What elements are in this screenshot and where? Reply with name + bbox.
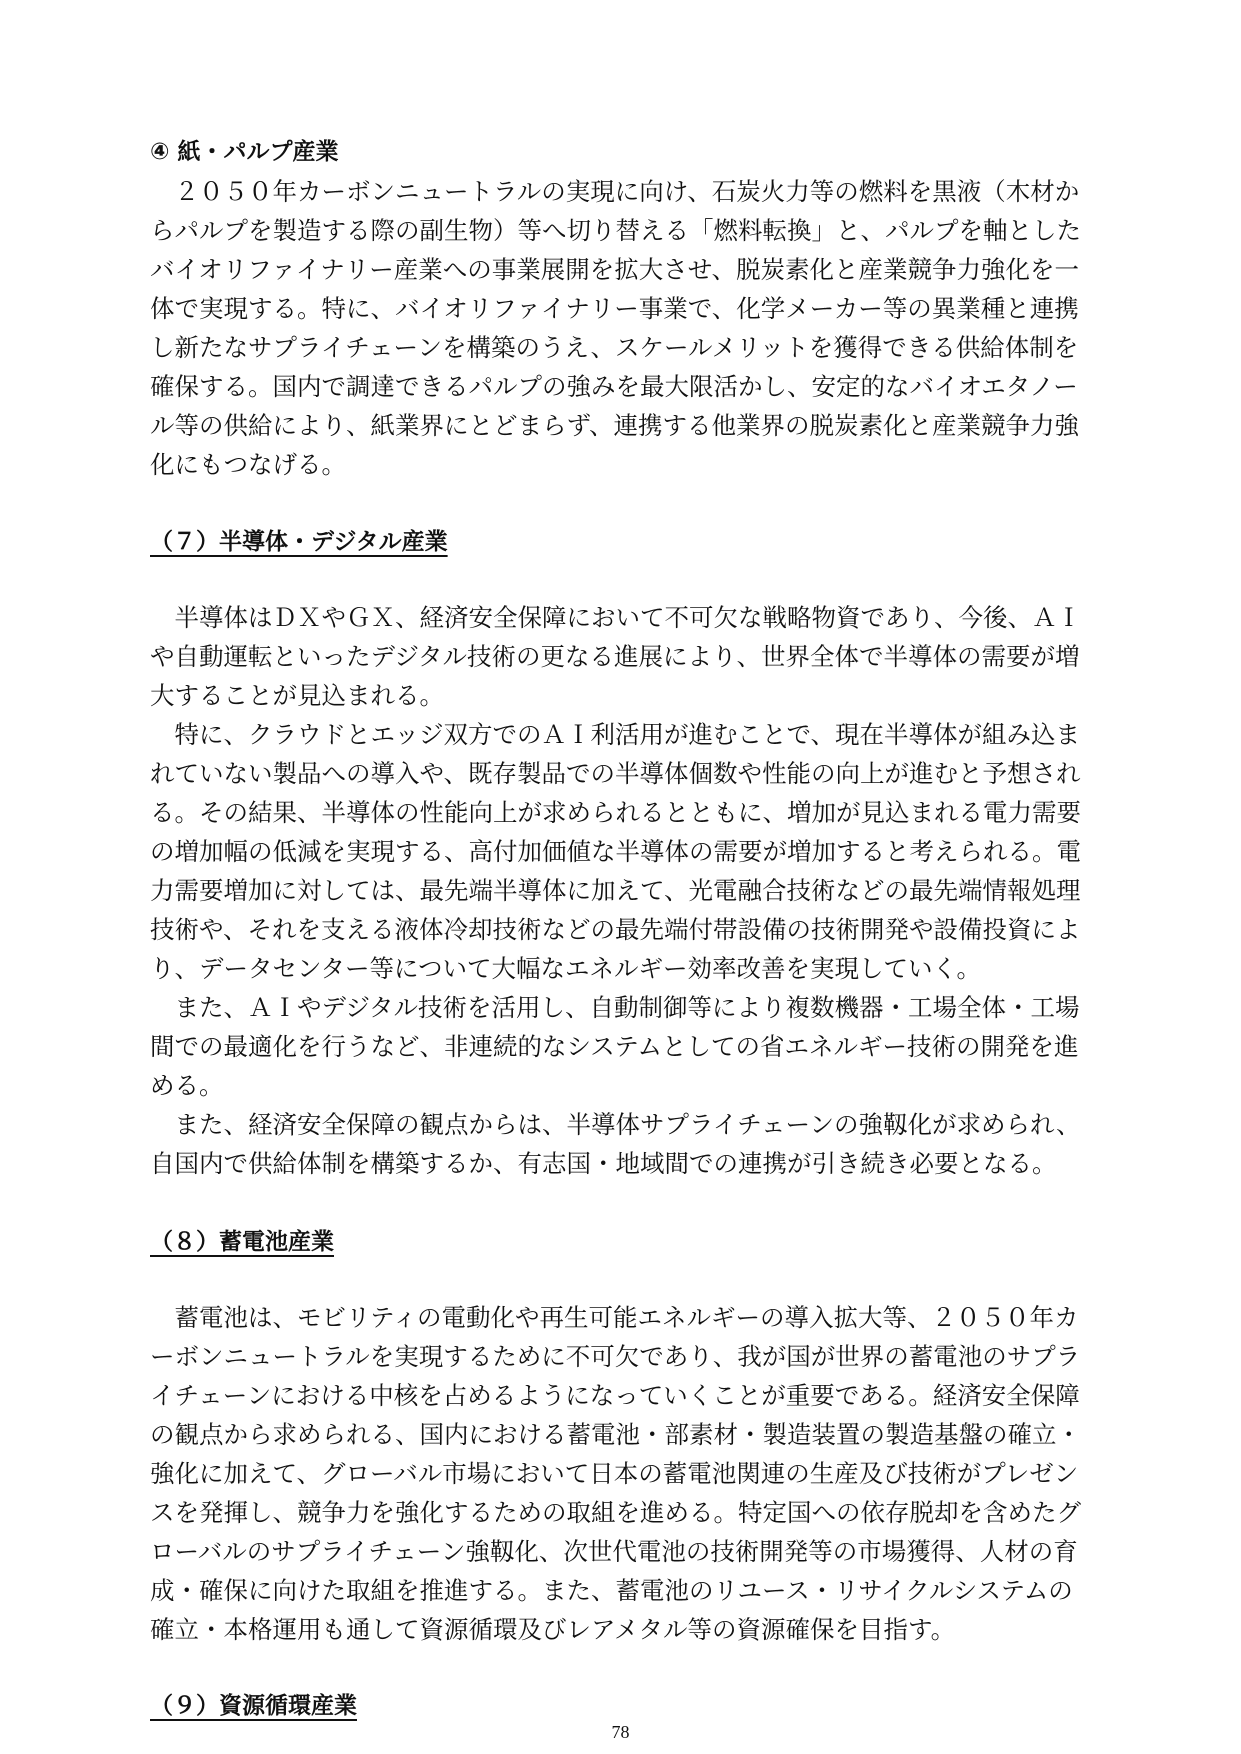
body-line: 体で実現する。特に、バイオリファイナリー事業で、化学メーカー等の異業種と連携	[150, 294, 1079, 323]
body-line: 大することが見込まれる。	[150, 681, 444, 710]
body-line: 確保する。国内で調達できるパルプの強みを最大限活かし、安定的なバイオエタノー	[150, 372, 1078, 401]
body-line: 強化に加えて、グローバル市場において日本の蓄電池関連の生産及び技術がプレゼン	[150, 1459, 1079, 1488]
body-line: ーボンニュートラルを実現するために不可欠であり、我が国が世界の蓄電池のサプラ	[150, 1342, 1081, 1371]
body-line: れていない製品への導入や、既存製品での半導体個数や性能の向上が進むと予想され	[150, 759, 1081, 788]
body-line: また、経済安全保障の観点からは、半導体サプライチェーンの強靱化が求められ、	[150, 1110, 1081, 1139]
section-heading-semiconductor: （７）半導体・デジタル産業	[150, 529, 448, 555]
body-line: 成・確保に向けた取組を推進する。また、蓄電池のリユース・リサイクルシステムの	[150, 1576, 1073, 1605]
body-line: バイオリファイナリー産業への事業展開を拡大させ、脱炭素化と産業競争力強化を一	[150, 255, 1080, 284]
body-line: らパルプを製造する際の副生物）等へ切り替える「燃料転換」と、パルプを軸とした	[150, 216, 1081, 245]
body-line: り、データセンター等について大幅なエネルギー効率改善を実現していく。	[150, 954, 982, 983]
body-line: める。	[150, 1071, 224, 1100]
body-line: また、ＡＩやデジタル技術を活用し、自動制御等により複数機器・工場全体・工場	[150, 993, 1080, 1022]
body-line: ル等の供給により、紙業界にとどまらず、連携する他業界の脱炭素化と産業競争力強	[150, 411, 1080, 440]
body-line: 特に、クラウドとエッジ双方でのＡＩ利活用が進むことで、現在半導体が組み込ま	[150, 720, 1081, 749]
body-line: スを発揮し、競争力を強化するための取組を進める。特定国への依存脱却を含めたグ	[150, 1498, 1081, 1527]
section-heading-resource-circulation: （９）資源循環産業	[150, 1693, 357, 1719]
body-line: や自動運転といったデジタル技術の更なる進展により、世界全体で半導体の需要が増	[150, 642, 1080, 671]
body-line: イチェーンにおける中核を占めるようになっていくことが重要である。経済安全保障	[150, 1381, 1080, 1410]
body-line: 力需要増加に対しては、最先端半導体に加えて、光電融合技術などの最先端情報処理	[150, 876, 1081, 905]
page-number: 78	[611, 1722, 630, 1742]
body-line: 化にもつなげる。	[150, 450, 346, 479]
body-line: 間での最適化を行うなど、非連続的なシステムとしての省エネルギー技術の開発を進	[150, 1032, 1079, 1061]
section-heading-battery: （８）蓄電池産業	[150, 1229, 334, 1255]
body-line: る。その結果、半導体の性能向上が求められるとともに、増加が見込まれる電力需要	[150, 798, 1081, 827]
body-line: の増加幅の低減を実現する、高付加価値な半導体の需要が増加すると考えられる。電	[150, 837, 1081, 866]
body-line: の観点から求められる、国内における蓄電池・部素材・製造装置の製造基盤の確立・	[150, 1420, 1081, 1449]
body-line: 蓄電池は、モビリティの電動化や再生可能エネルギーの導入拡大等、２０５０年カ	[150, 1303, 1079, 1332]
body-line: 自国内で供給体制を構築するか、有志国・地域間での連携が引き続き必要となる。	[150, 1149, 1057, 1178]
body-line: 技術や、それを支える液体冷却技術などの最先端付帯設備の技術開発や設備投資によ	[150, 915, 1081, 944]
body-line: ローバルのサプライチェーン強靱化、次世代電池の技術開発等の市場獲得、人材の育	[150, 1537, 1078, 1566]
body-line: ２０５０年カーボンニュートラルの実現に向け、石炭火力等の燃料を黒液（木材か	[150, 177, 1080, 206]
subsection-heading-pulp: ④ 紙・パルプ産業	[150, 139, 339, 165]
body-line: 半導体はＤＸやＧＸ、経済安全保障において不可欠な戦略物資であり、今後、ＡＩ	[150, 603, 1081, 632]
body-line: し新たなサプライチェーンを構築のうえ、スケールメリットを獲得できる供給体制を	[150, 333, 1079, 362]
body-line: 確立・本格運用も通して資源循環及びレアメタル等の資源確保を目指す。	[150, 1615, 956, 1644]
